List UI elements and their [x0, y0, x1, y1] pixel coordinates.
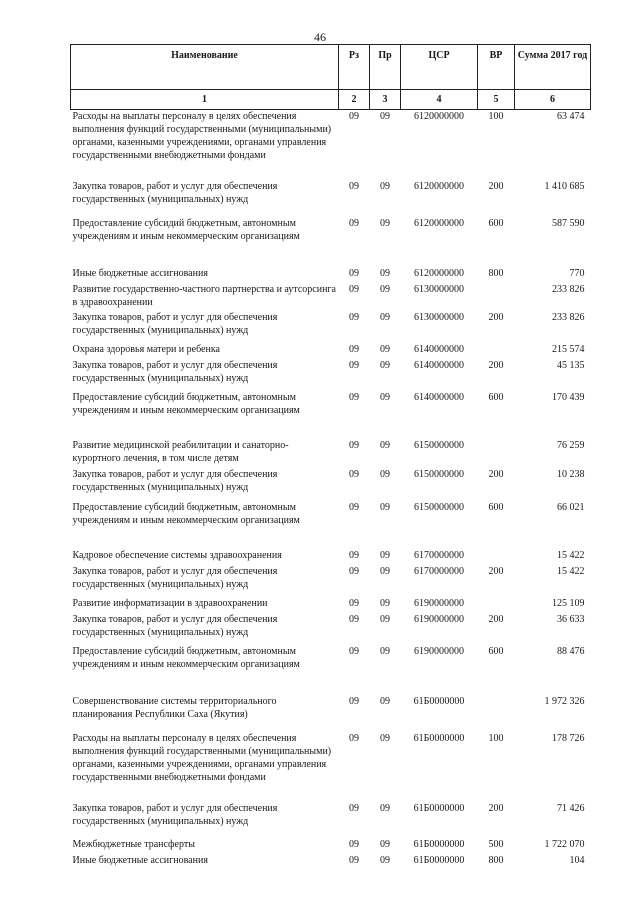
cell-name: Предоставление субсидий бюджетным, автономным учреждениям и иным некоммерческим организациям: [72, 217, 300, 242]
cell-csr: 61Б0000000: [413, 732, 465, 744]
cell-sum: 178 726: [552, 732, 585, 744]
cell-pr: 09: [380, 802, 390, 814]
table-row: [71, 110, 591, 180]
cell-pr: 09: [380, 111, 390, 122]
cell-vr: [478, 439, 515, 468]
cell-sum: 233 826: [552, 311, 585, 323]
cell-sum: 1 410 685: [544, 180, 585, 192]
cell-sum: 36 633: [557, 613, 585, 625]
table-row: [71, 439, 591, 468]
cell-name: Расходы на выплаты персоналу в целях обеспечения выполнения функций государственными (муниципальными) органами, казенными учреждениями, органами управления государственными внебюджетными фондами: [72, 111, 332, 161]
cell-csr: 61Б0000000: [413, 854, 465, 866]
cell-sum: 15 422: [557, 549, 585, 561]
table-row: [71, 359, 591, 391]
cell-pr: 09: [380, 565, 390, 577]
cell-pr: 09: [380, 501, 390, 513]
cell-pr: 09: [380, 439, 390, 451]
table-row: [71, 802, 591, 838]
cell-name: Совершенствование системы территориального планирования Республики Саха (Якутия): [72, 695, 277, 720]
cell-csr: 6150000000: [414, 501, 464, 513]
cell-pr: 09: [380, 645, 390, 657]
table-row: [71, 645, 591, 695]
cell-sum: 104: [569, 854, 585, 866]
cell-vr: 100: [488, 111, 504, 122]
cell-rz: 09: [349, 501, 359, 513]
cell-csr: 6170000000: [414, 565, 464, 577]
cell-sum: 63 474: [557, 111, 585, 122]
cell-csr: 6120000000: [414, 111, 464, 122]
cell-csr: 6130000000: [414, 283, 464, 295]
cell-name: Предоставление субсидий бюджетным, автономным учреждениям и иным некоммерческим организациям: [72, 501, 300, 526]
cell-rz: 09: [349, 180, 359, 192]
cell-rz: 09: [349, 439, 359, 451]
cell-vr: 200: [488, 311, 504, 323]
page-number: 46: [314, 30, 326, 44]
cell-rz: 09: [349, 217, 359, 229]
cell-rz: 09: [349, 854, 359, 866]
cell-vr: 200: [488, 802, 504, 814]
cell-sum: 587 590: [552, 217, 585, 229]
column-number: 3: [370, 90, 401, 110]
cell-csr: 61Б0000000: [413, 838, 465, 850]
cell-vr: [478, 597, 515, 613]
cell-name: Закупка товаров, работ и услуг для обеспечения государственных (муниципальных) нужд: [72, 311, 278, 336]
header-vr: ВР: [478, 45, 515, 90]
cell-csr: 6140000000: [414, 343, 464, 355]
cell-rz: 09: [349, 597, 359, 609]
cell-vr: 600: [488, 217, 504, 229]
cell-vr: 600: [488, 501, 504, 513]
cell-vr: 800: [488, 854, 504, 866]
cell-pr: 09: [380, 267, 390, 279]
cell-vr: [478, 283, 515, 311]
cell-csr: 6130000000: [414, 311, 464, 323]
cell-csr: 61Б0000000: [413, 695, 465, 707]
cell-rz: 09: [349, 391, 359, 403]
cell-vr: 100: [488, 732, 504, 744]
cell-vr: [478, 343, 515, 359]
cell-rz: 09: [349, 549, 359, 561]
cell-sum: 233 826: [552, 283, 585, 295]
cell-sum: 71 426: [557, 802, 585, 814]
cell-pr: 09: [380, 838, 390, 850]
cell-sum: 1 722 070: [544, 838, 585, 850]
cell-name: Развитие медицинской реабилитации и санаторно-курортного лечения, в том числе детям: [72, 439, 289, 464]
cell-sum: 1 972 326: [544, 695, 585, 707]
table-row: [71, 613, 591, 645]
cell-rz: 09: [349, 695, 359, 707]
cell-name: Охрана здоровья матери и ребенка: [72, 343, 220, 355]
table-row: [71, 501, 591, 549]
cell-name: Предоставление субсидий бюджетным, автономным учреждениям и иным некоммерческим организациям: [72, 391, 300, 416]
cell-vr: 200: [488, 565, 504, 577]
table-row: [71, 838, 591, 854]
cell-name: Иные бюджетные ассигнования: [72, 854, 208, 866]
table-row: [71, 267, 591, 283]
cell-sum: 770: [569, 267, 585, 279]
cell-csr: 6170000000: [414, 549, 464, 561]
table-row: [71, 283, 591, 311]
cell-pr: 09: [380, 343, 390, 355]
cell-sum: 66 021: [557, 501, 585, 513]
table-row: [71, 565, 591, 597]
column-number: 6: [515, 90, 591, 110]
table-row: [71, 695, 591, 732]
cell-name: Межбюджетные трансферты: [72, 838, 195, 850]
budget-table: [70, 44, 591, 870]
cell-csr: 6120000000: [414, 267, 464, 279]
cell-rz: 09: [349, 645, 359, 657]
cell-sum: 215 574: [552, 343, 585, 355]
column-number: 1: [71, 90, 339, 110]
cell-rz: 09: [349, 565, 359, 577]
cell-csr: 6150000000: [414, 468, 464, 480]
cell-rz: 09: [349, 343, 359, 355]
cell-pr: 09: [380, 549, 390, 561]
cell-vr: 200: [488, 180, 504, 192]
cell-csr: 6120000000: [414, 180, 464, 192]
cell-csr: 6140000000: [414, 391, 464, 403]
header-pr: Пр: [370, 45, 401, 90]
cell-vr: 500: [488, 838, 504, 850]
cell-csr: 6140000000: [414, 359, 464, 371]
table-row: [71, 311, 591, 343]
cell-pr: 09: [380, 695, 390, 707]
table-row: [71, 343, 591, 359]
cell-pr: 09: [380, 217, 390, 229]
column-number: 5: [478, 90, 515, 110]
cell-rz: 09: [349, 111, 359, 122]
cell-name: Закупка товаров, работ и услуг для обеспечения государственных (муниципальных) нужд: [72, 565, 278, 590]
cell-rz: 09: [349, 613, 359, 625]
cell-name: Предоставление субсидий бюджетным, автономным учреждениям и иным некоммерческим организациям: [72, 645, 300, 670]
table-row: [71, 549, 591, 565]
cell-vr: 600: [488, 391, 504, 403]
header-rz: Рз: [339, 45, 370, 90]
table-row: [71, 732, 591, 802]
cell-vr: [478, 695, 515, 732]
cell-csr: 61Б0000000: [413, 802, 465, 814]
cell-rz: 09: [349, 838, 359, 850]
cell-sum: 170 439: [552, 391, 585, 403]
cell-pr: 09: [380, 854, 390, 866]
cell-name: Закупка товаров, работ и услуг для обеспечения государственных (муниципальных) нужд: [72, 180, 278, 205]
cell-sum: 125 109: [552, 597, 585, 609]
cell-vr: [478, 549, 515, 565]
header-name: Наименование: [71, 45, 339, 90]
cell-rz: 09: [349, 802, 359, 814]
column-number: 4: [401, 90, 478, 110]
cell-sum: 45 135: [557, 359, 585, 371]
cell-pr: 09: [380, 180, 390, 192]
cell-name: Закупка товаров, работ и услуг для обеспечения государственных (муниципальных) нужд: [72, 468, 278, 493]
table-row: [71, 597, 591, 613]
cell-pr: 09: [380, 283, 390, 295]
cell-vr: 600: [488, 645, 504, 657]
table-row: [71, 468, 591, 501]
cell-csr: 6190000000: [414, 597, 464, 609]
cell-sum: 15 422: [557, 565, 585, 577]
cell-pr: 09: [380, 311, 390, 323]
cell-name: Развитие информатизации в здравоохранении: [72, 597, 268, 609]
column-number-row: [71, 90, 591, 110]
cell-rz: 09: [349, 311, 359, 323]
cell-csr: 6190000000: [414, 613, 464, 625]
cell-rz: 09: [349, 267, 359, 279]
cell-rz: 09: [349, 732, 359, 744]
cell-pr: 09: [380, 391, 390, 403]
cell-sum: 10 238: [557, 468, 585, 480]
table-header-row: [71, 45, 591, 90]
cell-pr: 09: [380, 613, 390, 625]
header-csr: ЦСР: [401, 45, 478, 90]
cell-csr: 6190000000: [414, 645, 464, 657]
header-sum: Сумма 2017 год: [515, 45, 591, 90]
column-number: 2: [339, 90, 370, 110]
cell-name: Кадровое обеспечение системы здравоохранения: [72, 549, 282, 561]
table-row: [71, 391, 591, 439]
cell-name: Расходы на выплаты персоналу в целях обеспечения выполнения функций государственными (муниципальными) органами, казенными учреждениями, органами управления государственными внебюджетными фондами: [72, 732, 332, 783]
cell-pr: 09: [380, 597, 390, 609]
table-row: [71, 180, 591, 217]
cell-sum: 76 259: [557, 439, 585, 451]
table-row: [71, 854, 591, 870]
cell-pr: 09: [380, 732, 390, 744]
cell-name: Иные бюджетные ассигнования: [72, 267, 208, 279]
cell-rz: 09: [349, 283, 359, 295]
cell-pr: 09: [380, 468, 390, 480]
cell-vr: 200: [488, 468, 504, 480]
cell-name: Закупка товаров, работ и услуг для обеспечения государственных (муниципальных) нужд: [72, 613, 278, 638]
cell-name: Закупка товаров, работ и услуг для обеспечения государственных (муниципальных) нужд: [72, 802, 278, 827]
cell-vr: 200: [488, 613, 504, 625]
cell-csr: 6120000000: [414, 217, 464, 229]
cell-csr: 6150000000: [414, 439, 464, 451]
cell-rz: 09: [349, 359, 359, 371]
table-row: [71, 217, 591, 267]
cell-rz: 09: [349, 468, 359, 480]
cell-vr: 800: [488, 267, 504, 279]
cell-name: Развитие государственно-частного партнерства и аутсорсинга в здравоохранении: [72, 283, 336, 308]
cell-pr: 09: [380, 359, 390, 371]
cell-name: Закупка товаров, работ и услуг для обеспечения государственных (муниципальных) нужд: [72, 359, 278, 384]
cell-sum: 88 476: [557, 645, 585, 657]
cell-vr: 200: [488, 359, 504, 371]
